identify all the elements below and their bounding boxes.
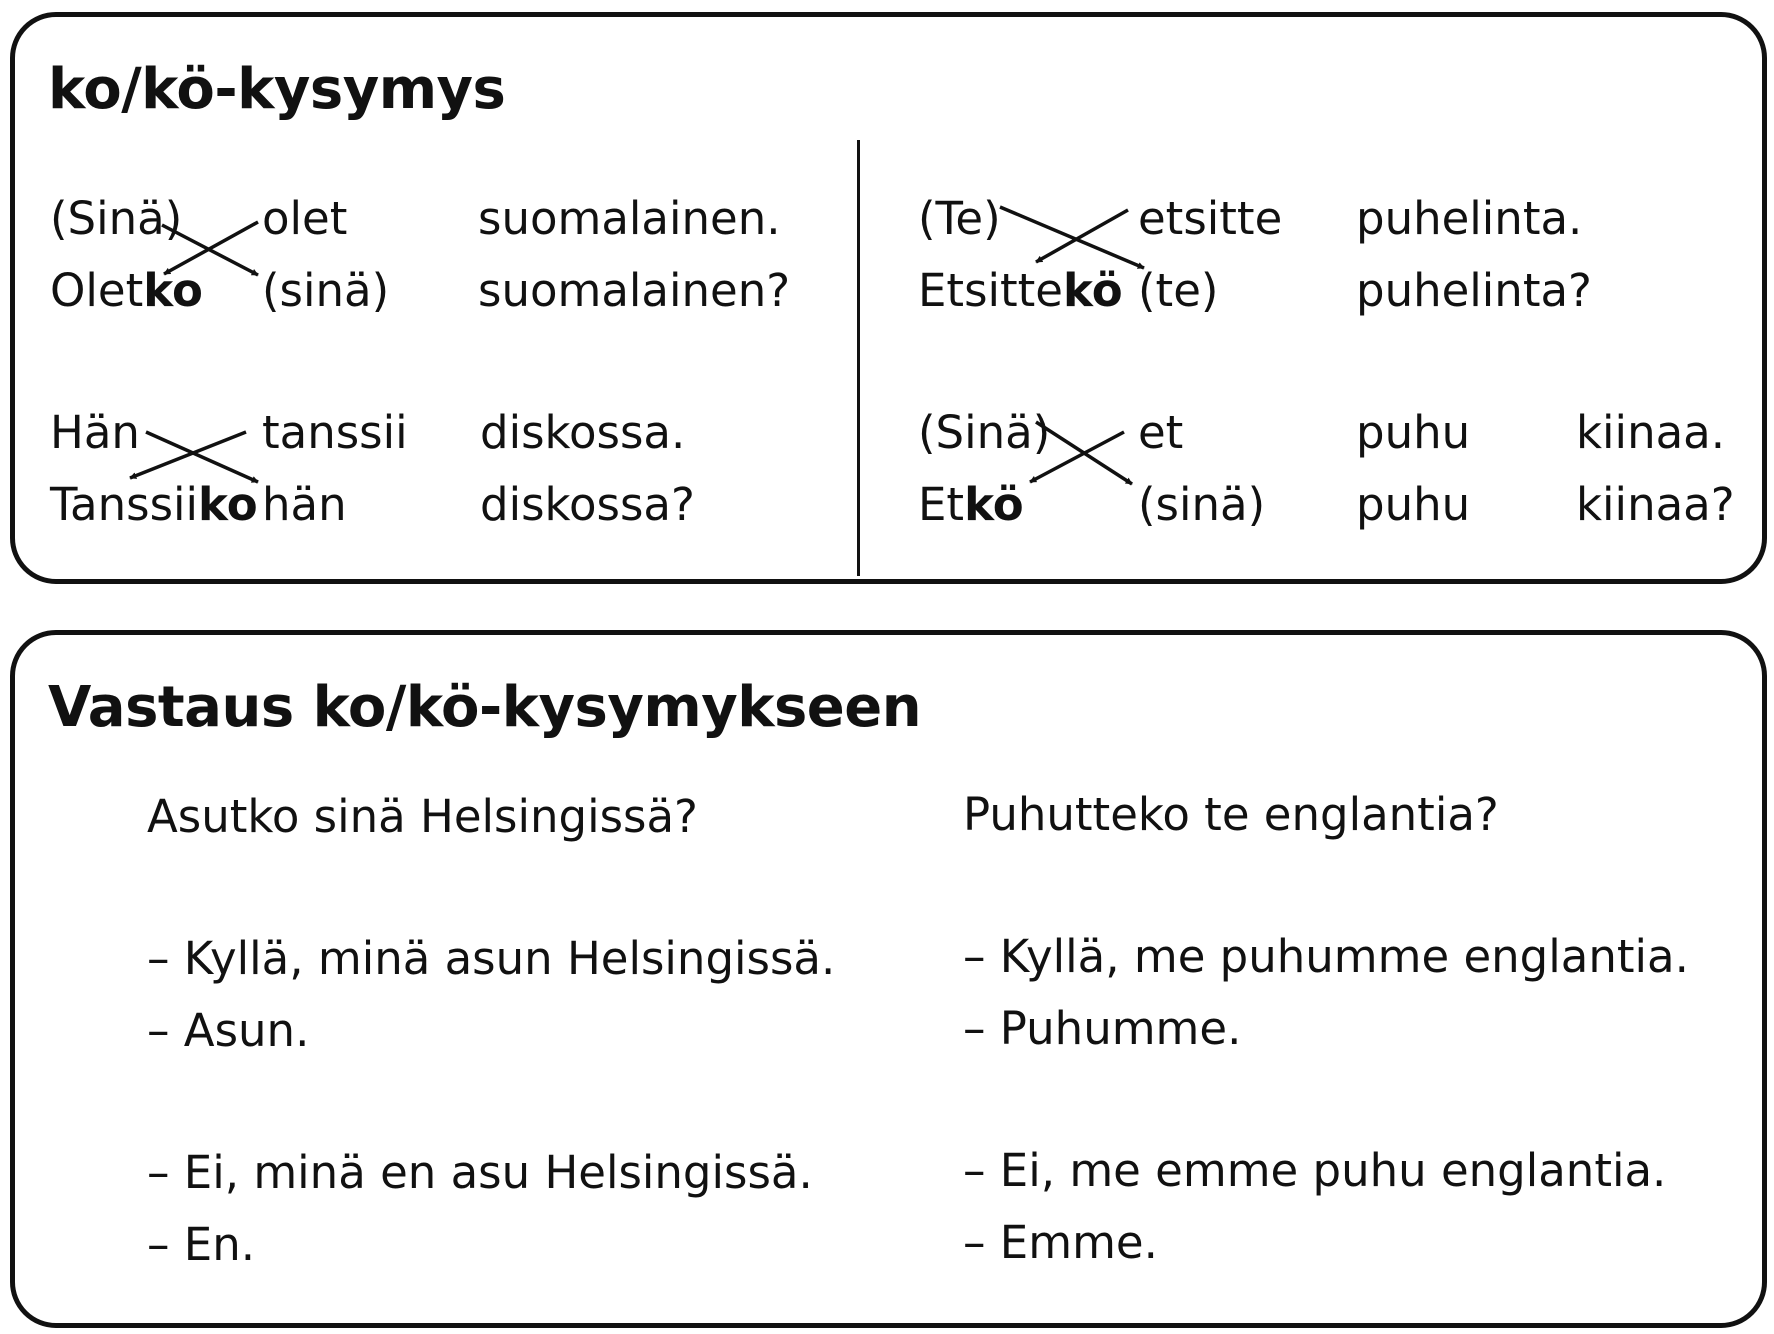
ex2-question-complement: diskossa? bbox=[480, 478, 695, 531]
ex4-question-subject: (sinä) bbox=[1138, 478, 1266, 531]
ex2-verb: tanssii bbox=[262, 406, 408, 459]
ex2-complement: diskossa. bbox=[480, 406, 686, 459]
ex3-question-complement: puhelinta? bbox=[1356, 264, 1592, 317]
ex1-question-subject: (sinä) bbox=[262, 264, 390, 317]
ex2-verb-stem: Tanssii bbox=[50, 478, 199, 531]
ex4-subject: (Sinä) bbox=[918, 406, 1051, 459]
ex2-particle: ko bbox=[198, 478, 258, 531]
ex1-verb-stem: Olet bbox=[50, 264, 144, 317]
ex1-subject: (Sinä) bbox=[50, 192, 183, 245]
ex4-question-complement: kiinaa? bbox=[1576, 478, 1735, 531]
ex3-complement: puhelinta. bbox=[1356, 192, 1583, 245]
answer-col1-line1: – Kyllä, minä asun Helsingissä. bbox=[147, 932, 836, 985]
ex3-arrow-subject bbox=[1000, 207, 1144, 268]
ex1-verb: olet bbox=[262, 192, 348, 245]
ex2-subject: Hän bbox=[50, 406, 140, 459]
answer-col1-line3: – Ei, minä en asu Helsingissä. bbox=[147, 1146, 813, 1199]
answer-col2-question: Puhutteko te englantia? bbox=[963, 788, 1499, 841]
ex4-arrow-verb bbox=[1030, 432, 1124, 482]
ex3-particle: kö bbox=[1063, 264, 1123, 317]
section-title-question: ko/kö-kysymys bbox=[48, 57, 506, 122]
answer-col1-line4: – En. bbox=[147, 1218, 256, 1271]
answer-col1-line2: – Asun. bbox=[147, 1004, 310, 1057]
ex4-question-auxiliary: puhu bbox=[1356, 478, 1471, 531]
answer-col2-line1: – Kyllä, me puhumme englantia. bbox=[963, 930, 1689, 983]
ex2-arrow-subject bbox=[146, 432, 258, 482]
ex3-verb: etsitte bbox=[1138, 192, 1283, 245]
ex3-subject: (Te) bbox=[918, 192, 1001, 245]
ex4-particle: kö bbox=[964, 478, 1024, 531]
answer-col1-question: Asutko sinä Helsingissä? bbox=[147, 790, 698, 843]
ex4-verb: et bbox=[1138, 406, 1184, 459]
section-title-answer: Vastaus ko/kö-kysymykseen bbox=[48, 675, 922, 740]
ex4-auxiliary: puhu bbox=[1356, 406, 1471, 459]
ex1-complement: suomalainen. bbox=[478, 192, 781, 245]
ex2-question-subject: hän bbox=[262, 478, 347, 531]
ex1-question-complement: suomalainen? bbox=[478, 264, 791, 317]
answer-col2-line2: – Puhumme. bbox=[963, 1002, 1242, 1055]
ex3-question-subject: (te) bbox=[1138, 264, 1219, 317]
ex1-particle: ko bbox=[143, 264, 203, 317]
ex4-complement: kiinaa. bbox=[1576, 406, 1726, 459]
answer-col2-line3: – Ei, me emme puhu englantia. bbox=[963, 1144, 1667, 1197]
ex2-arrow-verb bbox=[130, 432, 246, 478]
ex4-verb-stem: Et bbox=[918, 478, 965, 531]
ex3-verb-stem: Etsitte bbox=[918, 264, 1063, 317]
answer-col2-line4: – Emme. bbox=[963, 1216, 1158, 1269]
